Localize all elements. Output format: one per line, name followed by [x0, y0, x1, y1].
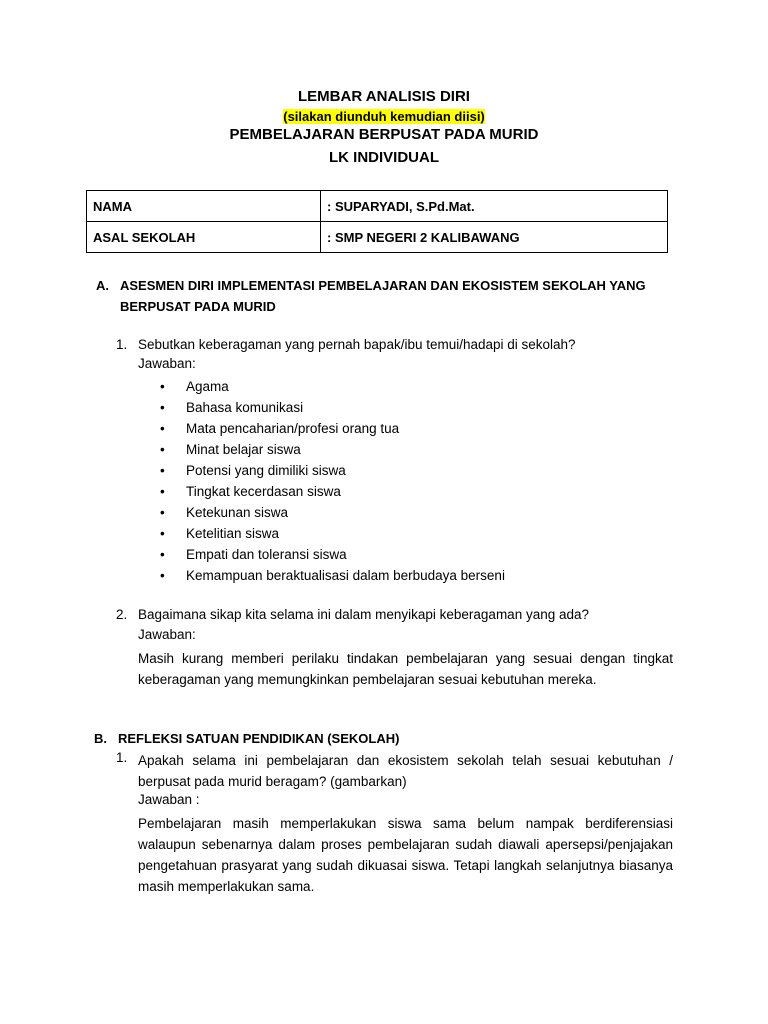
table-cell-value: : SMP NEGERI 2 KALIBAWANG [321, 222, 668, 253]
section-b-heading [94, 731, 654, 752]
answer-label: Jawaban: [138, 356, 196, 371]
bullet-icon: • [160, 484, 165, 499]
answer-text: Masih kurang memberi perilaku tindakan pembelajaran yang sesuai dengan tingkat keberagaman yang memungkinkan pembelajaran sesuai kebutuhan mereka. [138, 651, 673, 687]
document-subtitle [0, 109, 768, 124]
section-b-question-1 [116, 750, 676, 792]
list-item: • Ketekunan siswa [160, 502, 505, 523]
table-cell-label: ASAL SEKOLAH [87, 222, 321, 253]
list-item: • Tingkat kecerdasan siswa [160, 481, 505, 502]
subtitle-highlight: (silakan diunduh kemudian diisi) [283, 109, 485, 124]
question-number: 1. [116, 750, 128, 765]
section-b-title: REFLEKSI SATUAN PENDIDIKAN (SEKOLAH) [118, 731, 400, 746]
table-row [87, 191, 668, 222]
answer-label: Jawaban : [138, 792, 200, 807]
table-cell-label: NAMA [87, 191, 321, 222]
question-text: Sebutkan keberagaman yang pernah bapak/ibu temui/hadapi di sekolah? [138, 337, 576, 352]
question-number: 1. [116, 337, 128, 352]
document-title-3: LK INDIVIDUAL [329, 149, 439, 166]
bullet-icon: • [160, 547, 165, 562]
diversity-list [160, 376, 505, 586]
list-item: • Potensi yang dimiliki siswa [160, 460, 505, 481]
list-item: • Bahasa komunikasi [160, 397, 505, 418]
document-title-2: PEMBELAJARAN BERPUSAT PADA MURID [229, 126, 539, 143]
bullet-icon: • [160, 505, 165, 520]
answer-label: Jawaban: [138, 627, 196, 642]
table-row [87, 222, 668, 253]
list-item: • Ketelitian siswa [160, 523, 505, 544]
question-text: Bagaimana sikap kita selama ini dalam menyikapi keberagaman yang ada? [138, 607, 590, 622]
bullet-icon: • [160, 442, 165, 457]
bullet-icon: • [160, 463, 165, 478]
list-item: • Mata pencaharian/profesi orang tua [160, 418, 505, 439]
table-cell-value: : SUPARYADI, S.Pd.Mat. [321, 191, 668, 222]
section-a-question-1 [116, 337, 636, 358]
bullet-icon: • [160, 568, 165, 583]
section-a-number: A. [96, 278, 109, 293]
list-item: • Agama [160, 376, 505, 397]
question-text: Apakah selama ini pembelajaran dan ekosistem sekolah telah sesuai kebutuhan / berpusat pada murid beragam? (gambarkan) [138, 753, 673, 789]
bullet-icon: • [160, 421, 165, 436]
list-item: • Kemampuan beraktualisasi dalam berbudaya berseni [160, 565, 505, 586]
bullet-icon: • [160, 379, 165, 394]
answer-text: Pembelajaran masih memperlakukan siswa sama belum nampak berdiferensiasi walaupun sebenarnya dalam proses pembelajaran sudah diawali apersepsi/penjajakan pengetahuan prasyarat yang sudah dikuasai siswa. Tetapi langkah selanjutnya biasanya masih memperlakukan sama. [138, 816, 673, 894]
section-a-heading [96, 275, 656, 317]
identity-table [86, 190, 668, 253]
bullet-icon: • [160, 400, 165, 415]
list-item: • Minat belajar siswa [160, 439, 505, 460]
section-a-title: ASESMEN DIRI IMPLEMENTASI PEMBELAJARAN DAN EKOSISTEM SEKOLAH YANG BERPUSAT PADA MURID [120, 278, 646, 314]
question-number: 2. [116, 607, 128, 622]
section-a-question-2 [116, 607, 646, 628]
section-b-number: B. [94, 731, 107, 746]
document-title: LEMBAR ANALISIS DIRI [298, 88, 470, 105]
bullet-icon: • [160, 526, 165, 541]
list-item: • Empati dan toleransi siswa [160, 544, 505, 565]
